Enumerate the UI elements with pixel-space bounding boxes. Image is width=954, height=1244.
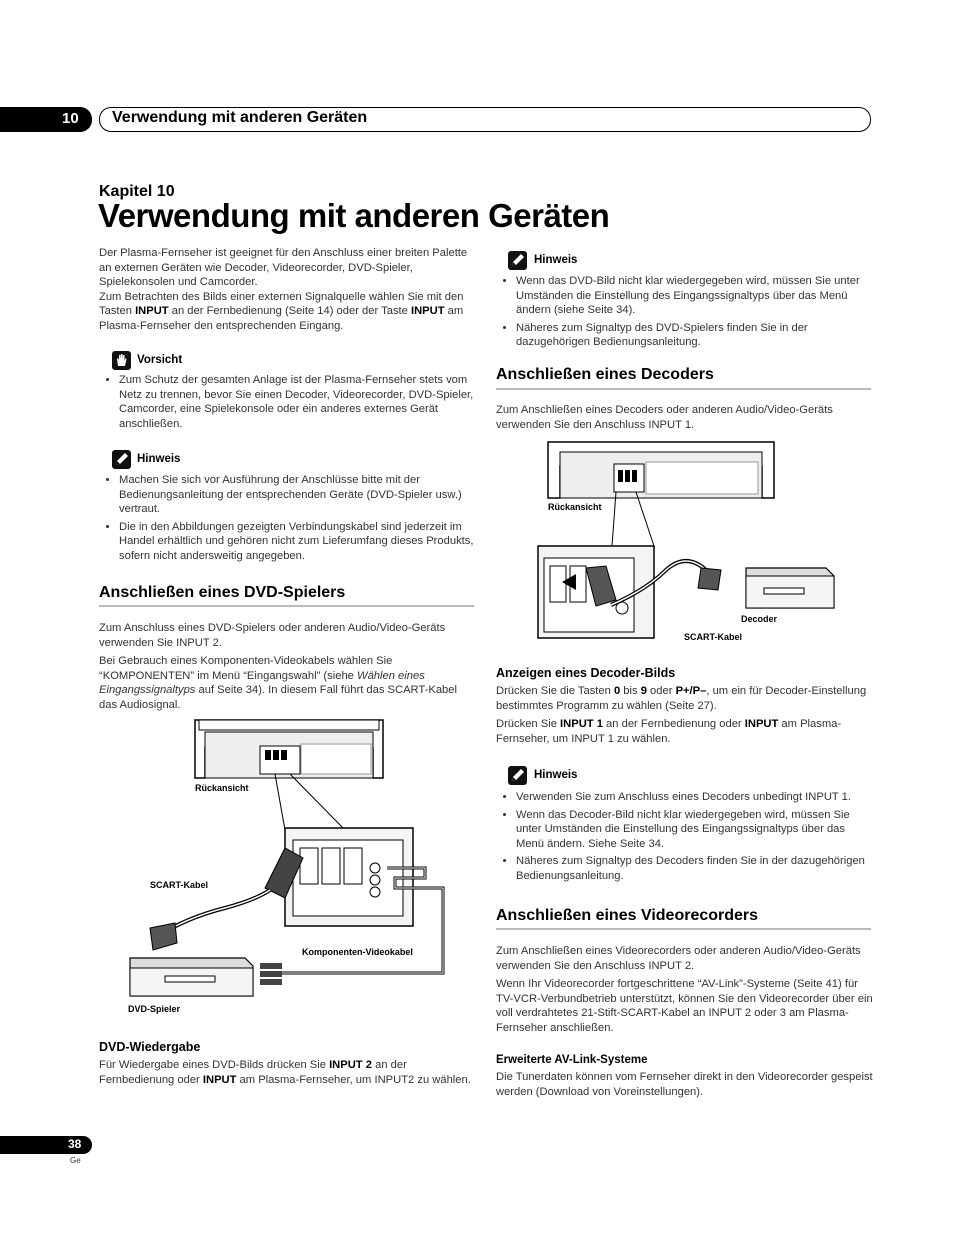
list-item: • Wenn das Decoder-Bild nicht klar wiedergegeben wird, müssen Sie unter Umständen die Einstellung des Eingangssignaltyps über das Menü ändern. Siehe Seite 34. — [516, 808, 874, 852]
chapter-label: Kapitel 10 — [99, 183, 175, 200]
decoder-step-2: Drücken Sie INPUT 1 an der Fernbedienung oder INPUT am Plasma-Fernseher, um INPUT 1 zu wählen. — [496, 718, 842, 745]
list-item: • Die in den Abbildungen gezeigten Verbindungskabel sind jederzeit im Handel erhältlich und gehören nicht zum Lieferumfang dieses Produkts, sofern nicht andersweitig angegeben. — [119, 520, 476, 564]
avlink-heading: Erweiterte AV-Link-Systeme — [496, 1054, 648, 1066]
note3-list — [496, 790, 874, 884]
decoder-paragraph-1: Zum Anschließen eines Decoders oder anderen Audio/Video-Geräts verwenden Sie den Anschluss INPUT 1. — [496, 404, 833, 431]
dvd-playback-text: Für Wiedergabe eines DVD-Bilds drücken Sie INPUT 2 an der Fernbedienung oder INPUT am Plasma-Fernseher, um INPUT2 zu wählen. — [99, 1059, 471, 1086]
list-item: • Machen Sie sich vor Ausführung der Anschlüsse bitte mit der Bedienungsanleitung der entsprechenden Geräte (DVD-Spieler usw.) vertraut. — [119, 473, 476, 517]
note1-title: Hinweis — [137, 453, 181, 465]
decoder-heading: Anschließen eines Decoders — [496, 366, 714, 383]
page-number: 38 — [68, 1137, 82, 1151]
decoder-show-heading: Anzeigen eines Decoder-Bilds — [496, 666, 676, 680]
dvd-rear-view-label: Rückansicht — [195, 783, 249, 793]
chapter-number: 10 — [62, 110, 79, 127]
language-code: Ge — [70, 1156, 81, 1165]
list-item: • Zum Schutz der gesamten Anlage ist der Plasma-Fernseher stets vom Netz zu trennen, bevor Sie einen Decoder, Videorecorder, DVD-Spieler, Camcorder, eine Spielekonsole oder ein anderes externes Gerät anschließen. — [119, 373, 476, 431]
dvd-scart-cable-label: SCART-Kabel — [150, 880, 209, 890]
dvd-playback-heading: DVD-Wiedergabe — [99, 1040, 201, 1054]
pencil-icon — [112, 450, 131, 469]
list-item: • Wenn das DVD-Bild nicht klar wiedergegeben wird, müssen Sie unter Umständen die Einstellung des Eingangssignaltyps über das Menü ändern (siehe Seite 34). — [516, 274, 872, 318]
page-title: Verwendung mit anderen Geräten — [98, 197, 610, 234]
caution-title: Vorsicht — [137, 354, 183, 366]
pencil-icon — [508, 766, 527, 785]
decoder-rear-view-label: Rückansicht — [548, 502, 602, 512]
intro-paragraph-1: Der Plasma-Fernseher ist geeignet für den Anschluss einer breiten Palette an externen Geräten wie Decoder, Videorecorder, DVD-Spieler, Spielekonsolen und Camcorder. — [99, 247, 468, 289]
note2-title: Hinweis — [534, 254, 578, 266]
decoder-step-1: Drücken Sie die Tasten 0 bis 9 oder P+/P–, um ein für Decoder-Einstellung bestimmtes Programm zu wählen (Seite 27). — [496, 685, 867, 712]
dvd-heading-rule — [99, 605, 474, 607]
note3-title: Hinweis — [534, 769, 578, 781]
decoder-heading-rule — [496, 388, 871, 390]
intro-paragraph-2: Zum Betrachten des Bilds einer externen Signalquelle wählen Sie mit den Tasten INPUT an der Fernbedienung (Seite 14) oder der Taste INPUT am Plasma-Fernseher den entsprechenden Eingang. — [99, 290, 464, 332]
vcr-heading-rule — [496, 928, 871, 930]
avlink-text: Die Tunerdaten können vom Fernseher direkt in den Videorecorder gespeist werden (Download von Voreinstellungen). — [496, 1071, 873, 1098]
list-item: • Näheres zum Signaltyp des Decoders finden Sie in der dazugehörigen Bedienungsanleitung. — [516, 854, 874, 883]
caution-list — [99, 373, 476, 431]
list-item: • Näheres zum Signaltyp des DVD-Spielers finden Sie in der dazugehörigen Bedienungsanleitung. — [516, 321, 872, 350]
decoder-connection-diagram — [536, 440, 846, 640]
dvd-connection-diagram — [125, 718, 455, 1018]
dvd-paragraph-2: Bei Gebrauch eines Komponenten-Videokabels wählen Sie “KOMPONENTEN” im Menü “Eingangswahl” (siehe Wählen eines Eingangssignaltyps auf Seite 34). In diesem Fall führt das SCART-Kabel das Audiosignal. — [99, 655, 457, 711]
decoder-label: Decoder — [741, 614, 778, 624]
dvd-paragraph-1: Zum Anschluss eines DVD-Spielers oder anderen Audio/Video-Geräts verwenden Sie INPUT 2. — [99, 622, 446, 649]
vcr-paragraph-2: Wenn Ihr Videorecorder fortgeschrittene “AV-Link”-Systeme (Seite 41) für TV-VCR-Verbundbetrieb unterstützt, können Sie den Videorecorder über ein voll verdrahtetes 21-Stift-SCART-Kabel an INPUT 2 oder 3 am Plasma-Fernseher anschließen. — [496, 978, 873, 1034]
note1-list — [99, 473, 476, 564]
dvd-player-label: DVD-Spieler — [128, 1004, 181, 1014]
vcr-paragraph-1: Zum Anschließen eines Videorecorders oder anderen Audio/Video-Geräts verwenden Sie den Anschluss INPUT 2. — [496, 945, 861, 972]
vcr-heading: Anschließen eines Videorecorders — [496, 907, 759, 924]
hand-icon — [112, 351, 131, 370]
list-item: • Verwenden Sie zum Anschluss eines Decoders unbedingt INPUT 1. — [516, 790, 874, 805]
pencil-icon — [508, 251, 527, 270]
decoder-scart-cable-label: SCART-Kabel — [684, 632, 743, 642]
component-cable-label: Komponenten-Videokabel — [302, 947, 413, 957]
note2-list — [496, 274, 872, 350]
dvd-heading: Anschließen eines DVD-Spielers — [99, 584, 346, 601]
header-title: Verwendung mit anderen Geräten — [112, 109, 368, 126]
